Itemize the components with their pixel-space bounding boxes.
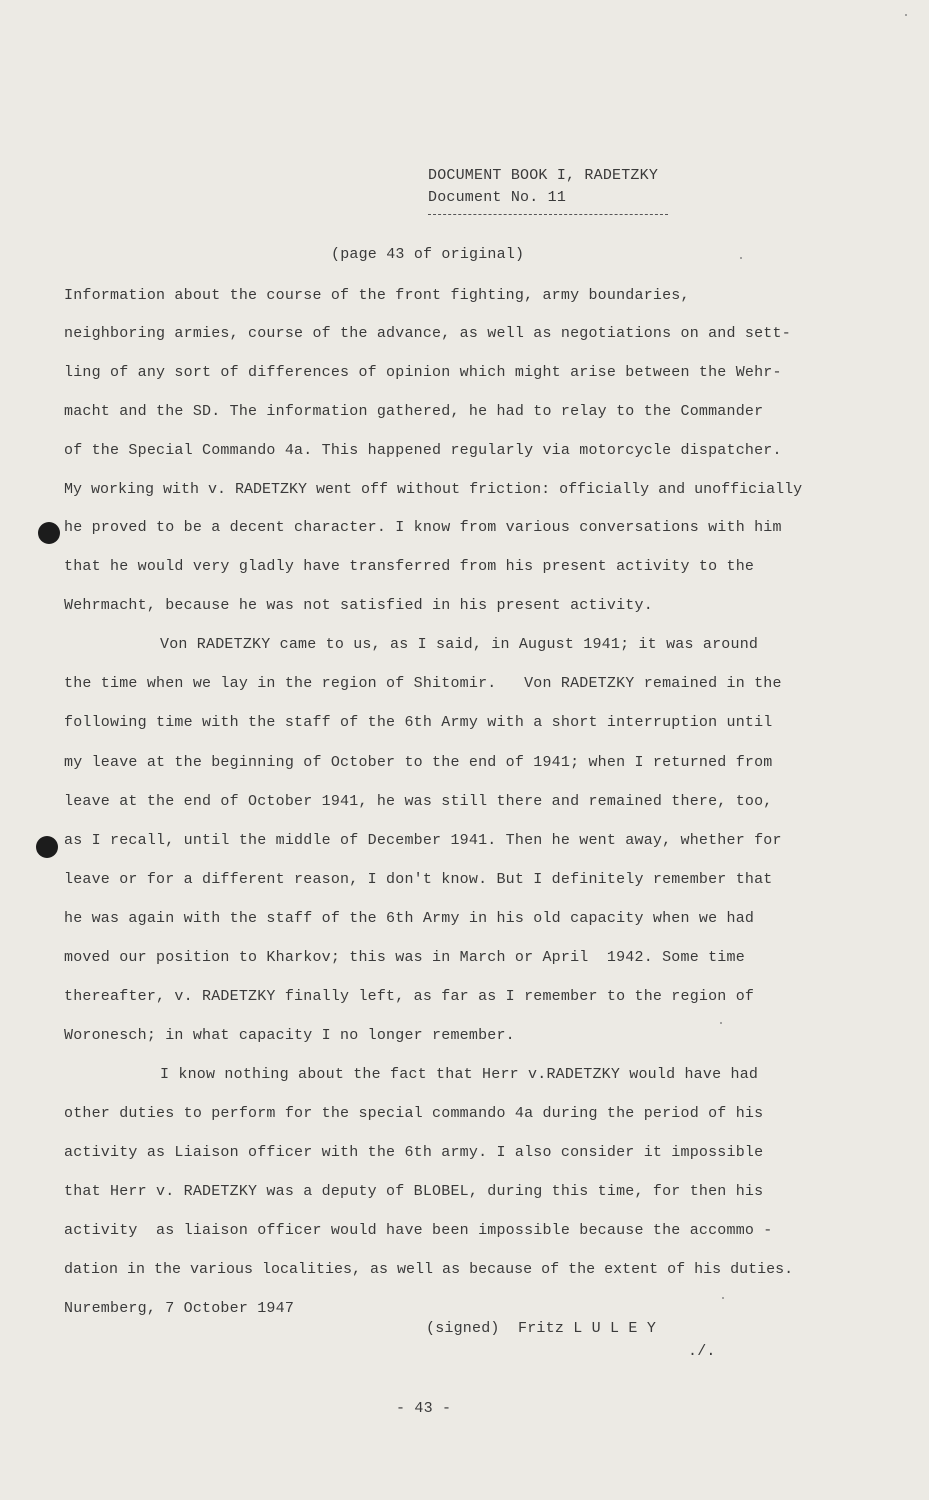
page-number: - 43 - bbox=[396, 1400, 452, 1417]
body-line: Von RADETZKY came to us, as I said, in August 1941; it was around bbox=[160, 636, 759, 653]
body-line: that Herr v. RADETZKY was a deputy of BLOBEL, during this time, for then his bbox=[64, 1183, 764, 1200]
body-line: thereafter, v. RADETZKY finally left, as far as I remember to the region of bbox=[64, 988, 755, 1005]
body-line: my leave at the beginning of October to the end of 1941; when I returned from bbox=[64, 754, 773, 771]
body-line: macht and the SD. The information gathered, he had to relay to the Commander bbox=[64, 403, 764, 420]
page-reference: (page 43 of original) bbox=[331, 246, 525, 263]
body-line: he proved to be a decent character. I know from various conversations with him bbox=[64, 519, 782, 536]
header-title: DOCUMENT BOOK I, RADETZKY bbox=[428, 167, 659, 184]
body-line: following time with the staff of the 6th Army with a short interruption until bbox=[64, 714, 773, 731]
body-line: he was again with the staff of the 6th Army in his old capacity when we had bbox=[64, 910, 755, 927]
body-line: of the Special Commando 4a. This happened regularly via motorcycle dispatcher. bbox=[64, 442, 782, 459]
body-line: Information about the course of the front fighting, army boundaries, bbox=[64, 287, 690, 304]
body-line: that he would very gladly have transferred from his present activity to the bbox=[64, 558, 755, 575]
body-line: Woronesch; in what capacity I no longer remember. bbox=[64, 1027, 515, 1044]
body-line: Wehrmacht, because he was not satisfied in his present activity. bbox=[64, 597, 653, 614]
body-line: My working with v. RADETZKY went off without friction: officially and unofficially bbox=[64, 481, 803, 498]
body-line: activity as Liaison officer with the 6th army. I also consider it impossible bbox=[64, 1144, 764, 1161]
body-line: leave or for a different reason, I don't know. But I definitely remember that bbox=[64, 871, 773, 888]
body-line: other duties to perform for the special commando 4a during the period of his bbox=[64, 1105, 764, 1122]
body-line: activity as liaison officer would have been impossible because the accommo - bbox=[64, 1222, 773, 1239]
body-line: leave at the end of October 1941, he was still there and remained there, too, bbox=[64, 793, 773, 810]
body-line: dation in the various localities, as well as because of the extent of his duties. bbox=[64, 1261, 794, 1278]
body-line: ling of any sort of differences of opinion which might arise between the Wehr- bbox=[64, 364, 782, 381]
header-doc-number: Document No. 11 bbox=[428, 189, 567, 206]
body-line: I know nothing about the fact that Herr v.RADETZKY would have had bbox=[160, 1066, 759, 1083]
body-line: neighboring armies, course of the advance, as well as negotiations on and sett- bbox=[64, 325, 791, 342]
paper-speck bbox=[722, 1297, 724, 1299]
punch-hole-upper bbox=[38, 522, 60, 544]
body-line: the time when we lay in the region of Shitomir. Von RADETZKY remained in the bbox=[64, 675, 782, 692]
place-date: Nuremberg, 7 October 1947 bbox=[64, 1300, 295, 1317]
punch-hole-lower bbox=[36, 836, 58, 858]
paper-speck bbox=[740, 257, 742, 259]
header-underline bbox=[428, 214, 668, 215]
paper-speck bbox=[905, 14, 907, 16]
body-line: moved our position to Kharkov; this was in March or April 1942. Some time bbox=[64, 949, 745, 966]
body-line: as I recall, until the middle of December 1941. Then he went away, whether for bbox=[64, 832, 782, 849]
paper-speck bbox=[720, 1022, 722, 1024]
end-mark: ./. bbox=[688, 1343, 716, 1360]
signature-line: (signed) Fritz L U L E Y bbox=[426, 1320, 657, 1337]
